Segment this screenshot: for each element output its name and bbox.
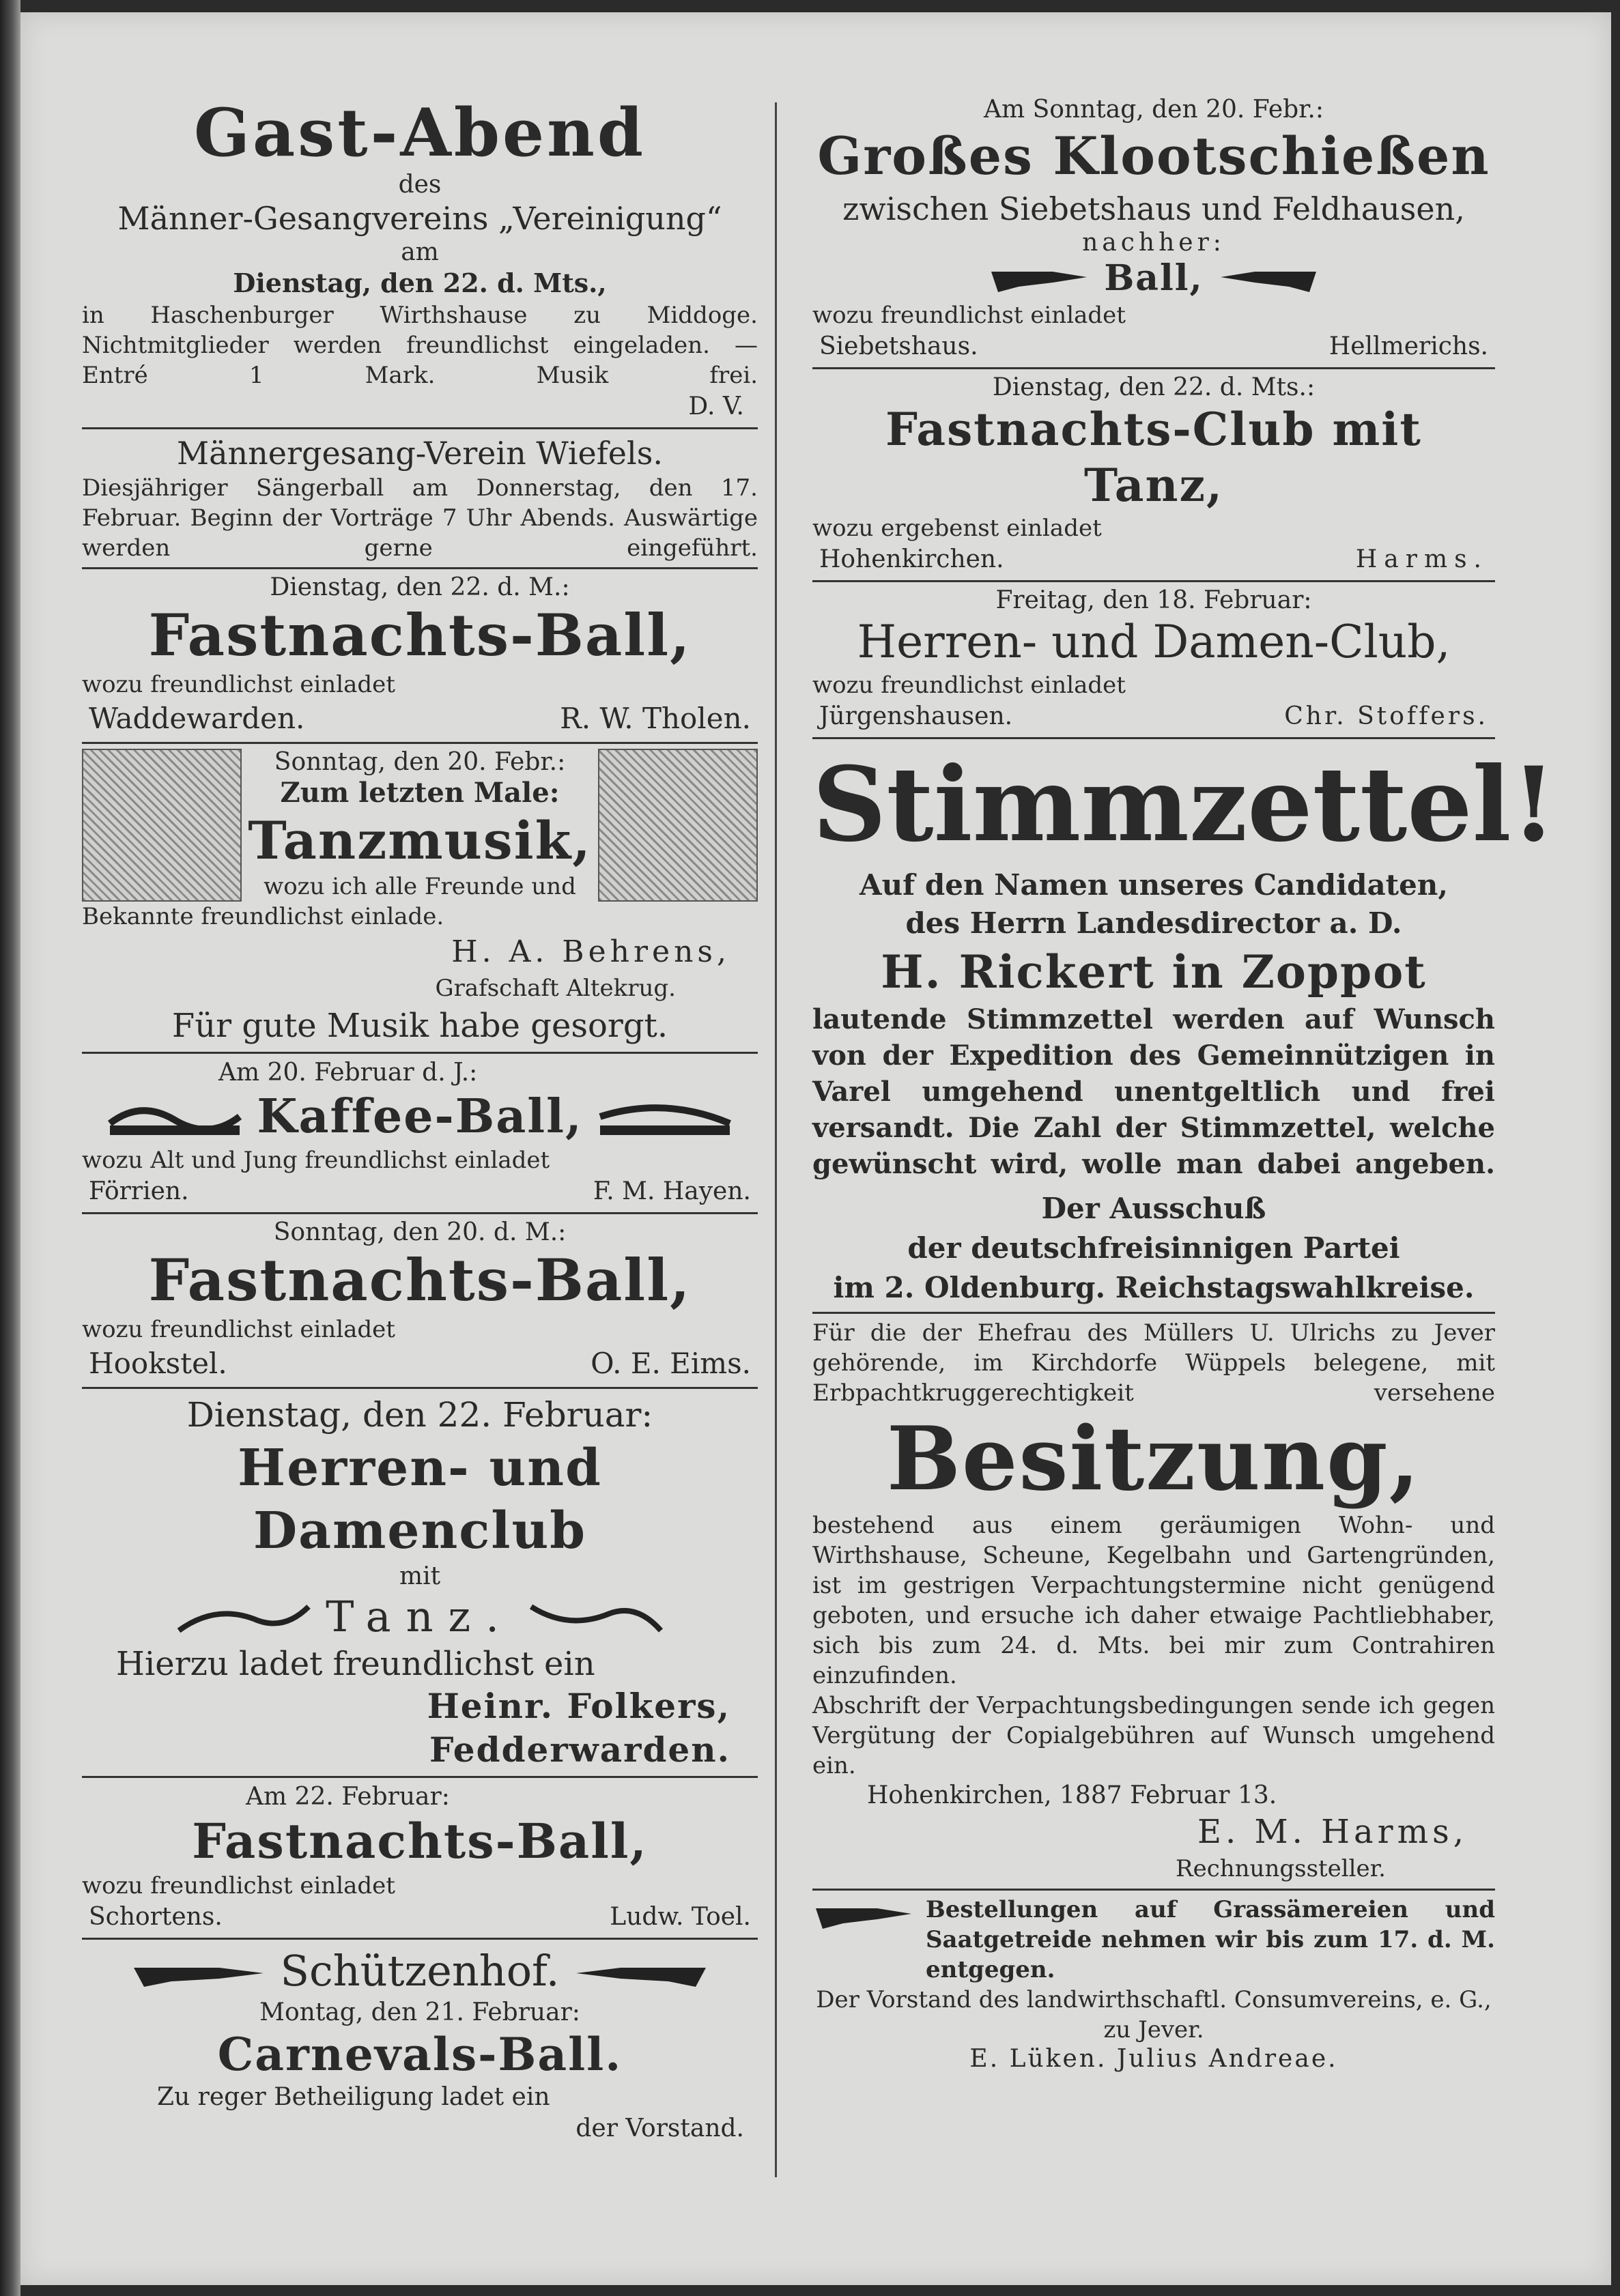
ad-title-row <box>82 1088 758 1145</box>
ad-place: Hookstel. <box>89 1347 227 1380</box>
divider <box>812 580 1495 582</box>
ad-date: Sonntag, den 20. d. M.: <box>273 1218 567 1246</box>
ad-date: Sonntag, den 20. Febr.: <box>274 748 566 776</box>
book-spine <box>0 0 20 2296</box>
divider <box>82 1212 758 1214</box>
ad-kaffee-ball <box>82 1058 758 1208</box>
ad-place: Waddewarden. <box>89 702 305 735</box>
ad-body: Abschrift der Verpachtungsbedingungen sende ich gegen Vergütung der Copialgebühren auf Wunsch umgehend ein. <box>812 1692 1495 1779</box>
ad-date: Am Sonntag, den 20. Febr.: <box>983 96 1324 124</box>
ad-host: Harms. <box>1355 545 1488 573</box>
divider <box>82 1938 758 1940</box>
ad-signature: E. Lüken. Julius Andreae. <box>969 2045 1338 2073</box>
ad-place: Fedderwarden. <box>429 1730 730 1770</box>
ad-body-row <box>812 1895 1495 1985</box>
ad-line: mit <box>399 1562 441 1590</box>
ad-fastnachts-waddewarden <box>82 573 758 738</box>
pointing-hand-icon <box>130 1947 267 1995</box>
ornament-icon <box>175 1593 312 1641</box>
ad-role: Rechnungssteller. <box>1176 1855 1386 1882</box>
ad-title: Gast-Abend <box>193 94 646 171</box>
ad-host: F. M. Hayen. <box>593 1177 751 1205</box>
ad-line: Männer-Gesangvereins „Vereinigung“ <box>117 200 722 237</box>
ad-host: Chr. Stoffers. <box>1284 702 1488 730</box>
ad-footer: Für gute Musik habe gesorgt. <box>171 1007 668 1045</box>
ad-signature: D. V. <box>688 392 744 420</box>
ad-title: Tanz. <box>326 1592 514 1641</box>
right-column <box>812 96 1557 2073</box>
ad-line: Zu reger Betheiligung ladet ein <box>157 2083 550 2111</box>
dancing-couple-illustration <box>82 749 242 902</box>
ad-title: Carnevals-Ball. <box>217 2028 623 2081</box>
ad-date: Montag, den 21. Februar: <box>259 1998 580 2026</box>
ad-line: wozu ich alle Freunde und <box>264 873 576 900</box>
ad-sign-row <box>82 1345 758 1383</box>
ad-title: Schützenhof. <box>280 1946 560 1996</box>
ad-invite: wozu freundlichst einladet <box>82 1316 395 1343</box>
pointing-hand-icon <box>1217 258 1320 299</box>
ad-gast-abend <box>82 96 758 423</box>
divider <box>82 567 758 569</box>
ad-dateline: Hohenkirchen, 1887 Februar 13. <box>867 1781 1277 1809</box>
divider <box>812 1312 1495 1314</box>
ad-invite: wozu Alt und Jung freundlichst einladet <box>82 1147 550 1174</box>
ad-date: Freitag, den 18. Februar: <box>995 586 1312 614</box>
ad-title: Tanzmusik, <box>248 810 592 871</box>
ad-line: Der Vorstand des landwirthschaftl. Consumvereins, e. G., zu Jever. <box>816 1986 1492 2043</box>
ad-host: E. M. Harms, <box>1197 1813 1468 1851</box>
pointing-hand-icon <box>988 258 1090 299</box>
ad-body: Diesjähriger Sängerball am Donnerstag, den 17. Februar. Beginn der Vorträge 7 Uhr Abends. Auswärtige werden gerne eingeführt. <box>82 474 758 562</box>
left-column <box>82 96 758 2145</box>
ad-signature: im 2. Oldenburg. Reichstagswahlkreise. <box>833 1271 1475 1304</box>
ad-sign-row <box>812 330 1495 363</box>
ad-damenclub <box>82 1393 758 1772</box>
divider <box>82 1776 758 1778</box>
ad-line: zwischen Siebetshaus und Feldhausen, <box>842 190 1465 227</box>
ad-line: Zum letzten Male: <box>280 777 560 809</box>
ad-place: Siebetshaus. <box>819 332 978 360</box>
ad-title-row <box>82 1590 758 1644</box>
ad-besitzung <box>812 1318 1495 1884</box>
divider <box>812 367 1495 369</box>
ad-stimmzettel <box>812 743 1557 1308</box>
pointing-hand-icon <box>573 1947 709 1995</box>
ad-intro: Für die der Ehefrau des Müllers U. Ulrichs zu Jever gehörende, im Kirchdorfe Wüppels belegene, mit Erbpachtkruggerechtigkeit versehene <box>812 1319 1495 1407</box>
ornament-icon <box>106 1093 243 1140</box>
column-divider <box>775 102 777 2177</box>
ad-invite: wozu freundlichst einladet <box>812 302 1126 329</box>
ad-place: Förrien. <box>89 1177 189 1205</box>
ornament-icon <box>597 1093 733 1140</box>
ad-fastnachts-club <box>812 373 1495 576</box>
ad-title: Fastnachts-Club mit Tanz, <box>885 403 1422 512</box>
ad-sign-row <box>812 543 1495 576</box>
ad-date: Am 22. Februar: <box>246 1783 450 1811</box>
pointing-hand-icon <box>812 1895 915 1936</box>
ad-title: Großes Klootschießen <box>817 126 1490 186</box>
ad-date: Dienstag, den 22. d. Mts., <box>233 268 607 298</box>
ad-line: nachher: <box>1082 229 1225 257</box>
ad-consumverein <box>812 1895 1495 2073</box>
ad-sign-row <box>82 700 758 738</box>
ad-date: Dienstag, den 22. Februar: <box>186 1395 653 1435</box>
ad-host: Hellmerichs. <box>1328 332 1488 360</box>
ad-title: Fastnachts-Ball, <box>148 1246 692 1314</box>
ad-invite: wozu freundlichst einladet <box>82 671 395 698</box>
ad-host: R. W. Tholen. <box>560 702 751 735</box>
ad-line: des <box>398 171 442 199</box>
ad-line: Hierzu ladet freundlichst ein <box>116 1645 595 1683</box>
ad-date: Dienstag, den 22. d. M.: <box>270 573 570 601</box>
ad-host: Heinr. Folkers, <box>427 1686 730 1726</box>
ad-sign-row <box>812 700 1495 733</box>
ad-fastnachts-schortens <box>82 1782 758 1934</box>
ad-signature: der deutschfreisinnigen Partei <box>907 1231 1400 1265</box>
divider <box>82 427 758 429</box>
ad-body: lautende Stimmzettel werden auf Wunsch von der Expedition des Gemeinnützigen in Varel umgehend unentgeltlich und frei versandt. Die Zahl der Stimmzettel, welche gewünscht wird, wolle man dabei angeben. <box>812 1003 1495 1180</box>
ad-damen-club <box>812 586 1495 733</box>
ad-title: Besitzung, <box>886 1408 1421 1510</box>
ad-line: des Herrn Landesdirector a. D. <box>905 906 1402 940</box>
ad-invite: wozu ergebenst einladet <box>812 515 1102 542</box>
ad-title: Männergesang-Verein Wiefels. <box>177 435 663 472</box>
ornament-icon <box>528 1593 664 1641</box>
ad-sign-row <box>82 1901 758 1934</box>
ad-host: O. E. Eims. <box>591 1347 751 1380</box>
dancing-couple-illustration <box>598 749 758 902</box>
divider <box>812 737 1495 739</box>
ad-sign-row <box>82 1175 758 1208</box>
ad-title-row <box>82 1944 758 1998</box>
ad-candidate: H. Rickert in Zoppot <box>881 945 1427 999</box>
divider <box>82 1387 758 1389</box>
ad-klootschiessen <box>812 96 1495 363</box>
ad-invite: wozu freundlichst einladet <box>82 1872 395 1899</box>
ad-body: in Haschenburger Wirthshause zu Middoge. Nichtmitglieder werden freundlichst eingeladen. — Entré 1 Mark. Musik frei. <box>82 302 758 389</box>
ad-host: Ludw. Toel. <box>610 1903 751 1931</box>
ad-place: Jürgenshausen. <box>819 702 1013 730</box>
ad-invite: wozu freundlichst einladet <box>812 672 1126 699</box>
ad-body: bestehend aus einem geräumigen Wohn- und Wirthshause, Scheune, Kegelbahn und Gartengründen, ist im gestrigen Verpachtungstermine nicht genügend geboten, und ersuche ich daher etwaige Pachtliebhaber, sich bis zum 24. d. Mts. bei mir zum Contrahiren einzufinden. <box>812 1512 1495 1689</box>
ad-title: Fastnachts-Ball, <box>148 601 692 669</box>
ad-schuetzenhof <box>82 1944 758 2145</box>
divider <box>82 1052 758 1054</box>
ad-tanzmusik <box>82 748 758 1048</box>
ad-title: Ball, <box>1104 257 1204 299</box>
ad-date: Dienstag, den 22. d. Mts.: <box>992 373 1316 401</box>
ad-fastnachts-hookstel <box>82 1218 758 1383</box>
ad-signature: der Vorstand. <box>575 2114 744 2142</box>
ad-host: H. A. Behrens, <box>451 934 730 969</box>
ad-line: Auf den Namen unseres Candidaten, <box>859 868 1448 902</box>
ad-date: Am 20. Februar d. J.: <box>218 1059 478 1087</box>
ad-wiefels <box>82 433 758 563</box>
ad-place: Schortens. <box>89 1903 223 1931</box>
divider <box>82 742 758 744</box>
ad-title: Herren- und Damenclub <box>238 1439 602 1560</box>
ad-place: Grafschaft Altekrug. <box>435 975 676 1002</box>
ad-title: Fastnachts-Ball, <box>192 1813 648 1869</box>
ad-title: Herren- und Damen-Club, <box>857 616 1451 668</box>
ad-title: Stimmzettel! <box>812 745 1557 865</box>
ad-title: Kaffee-Ball, <box>257 1089 583 1144</box>
ad-line: Bekannte freundlichst einlade. <box>82 903 444 930</box>
ad-line: am <box>401 238 439 266</box>
ad-title-row <box>812 257 1495 300</box>
ad-body: Bestellungen auf Grassämereien und Saatgetreide nehmen wir bis zum 17. d. M. entgegen. <box>926 1896 1495 1983</box>
ad-place: Hohenkirchen. <box>819 545 1004 573</box>
ad-header <box>82 748 758 902</box>
ad-signature: Der Ausschuß <box>1041 1192 1266 1225</box>
divider <box>812 1889 1495 1891</box>
